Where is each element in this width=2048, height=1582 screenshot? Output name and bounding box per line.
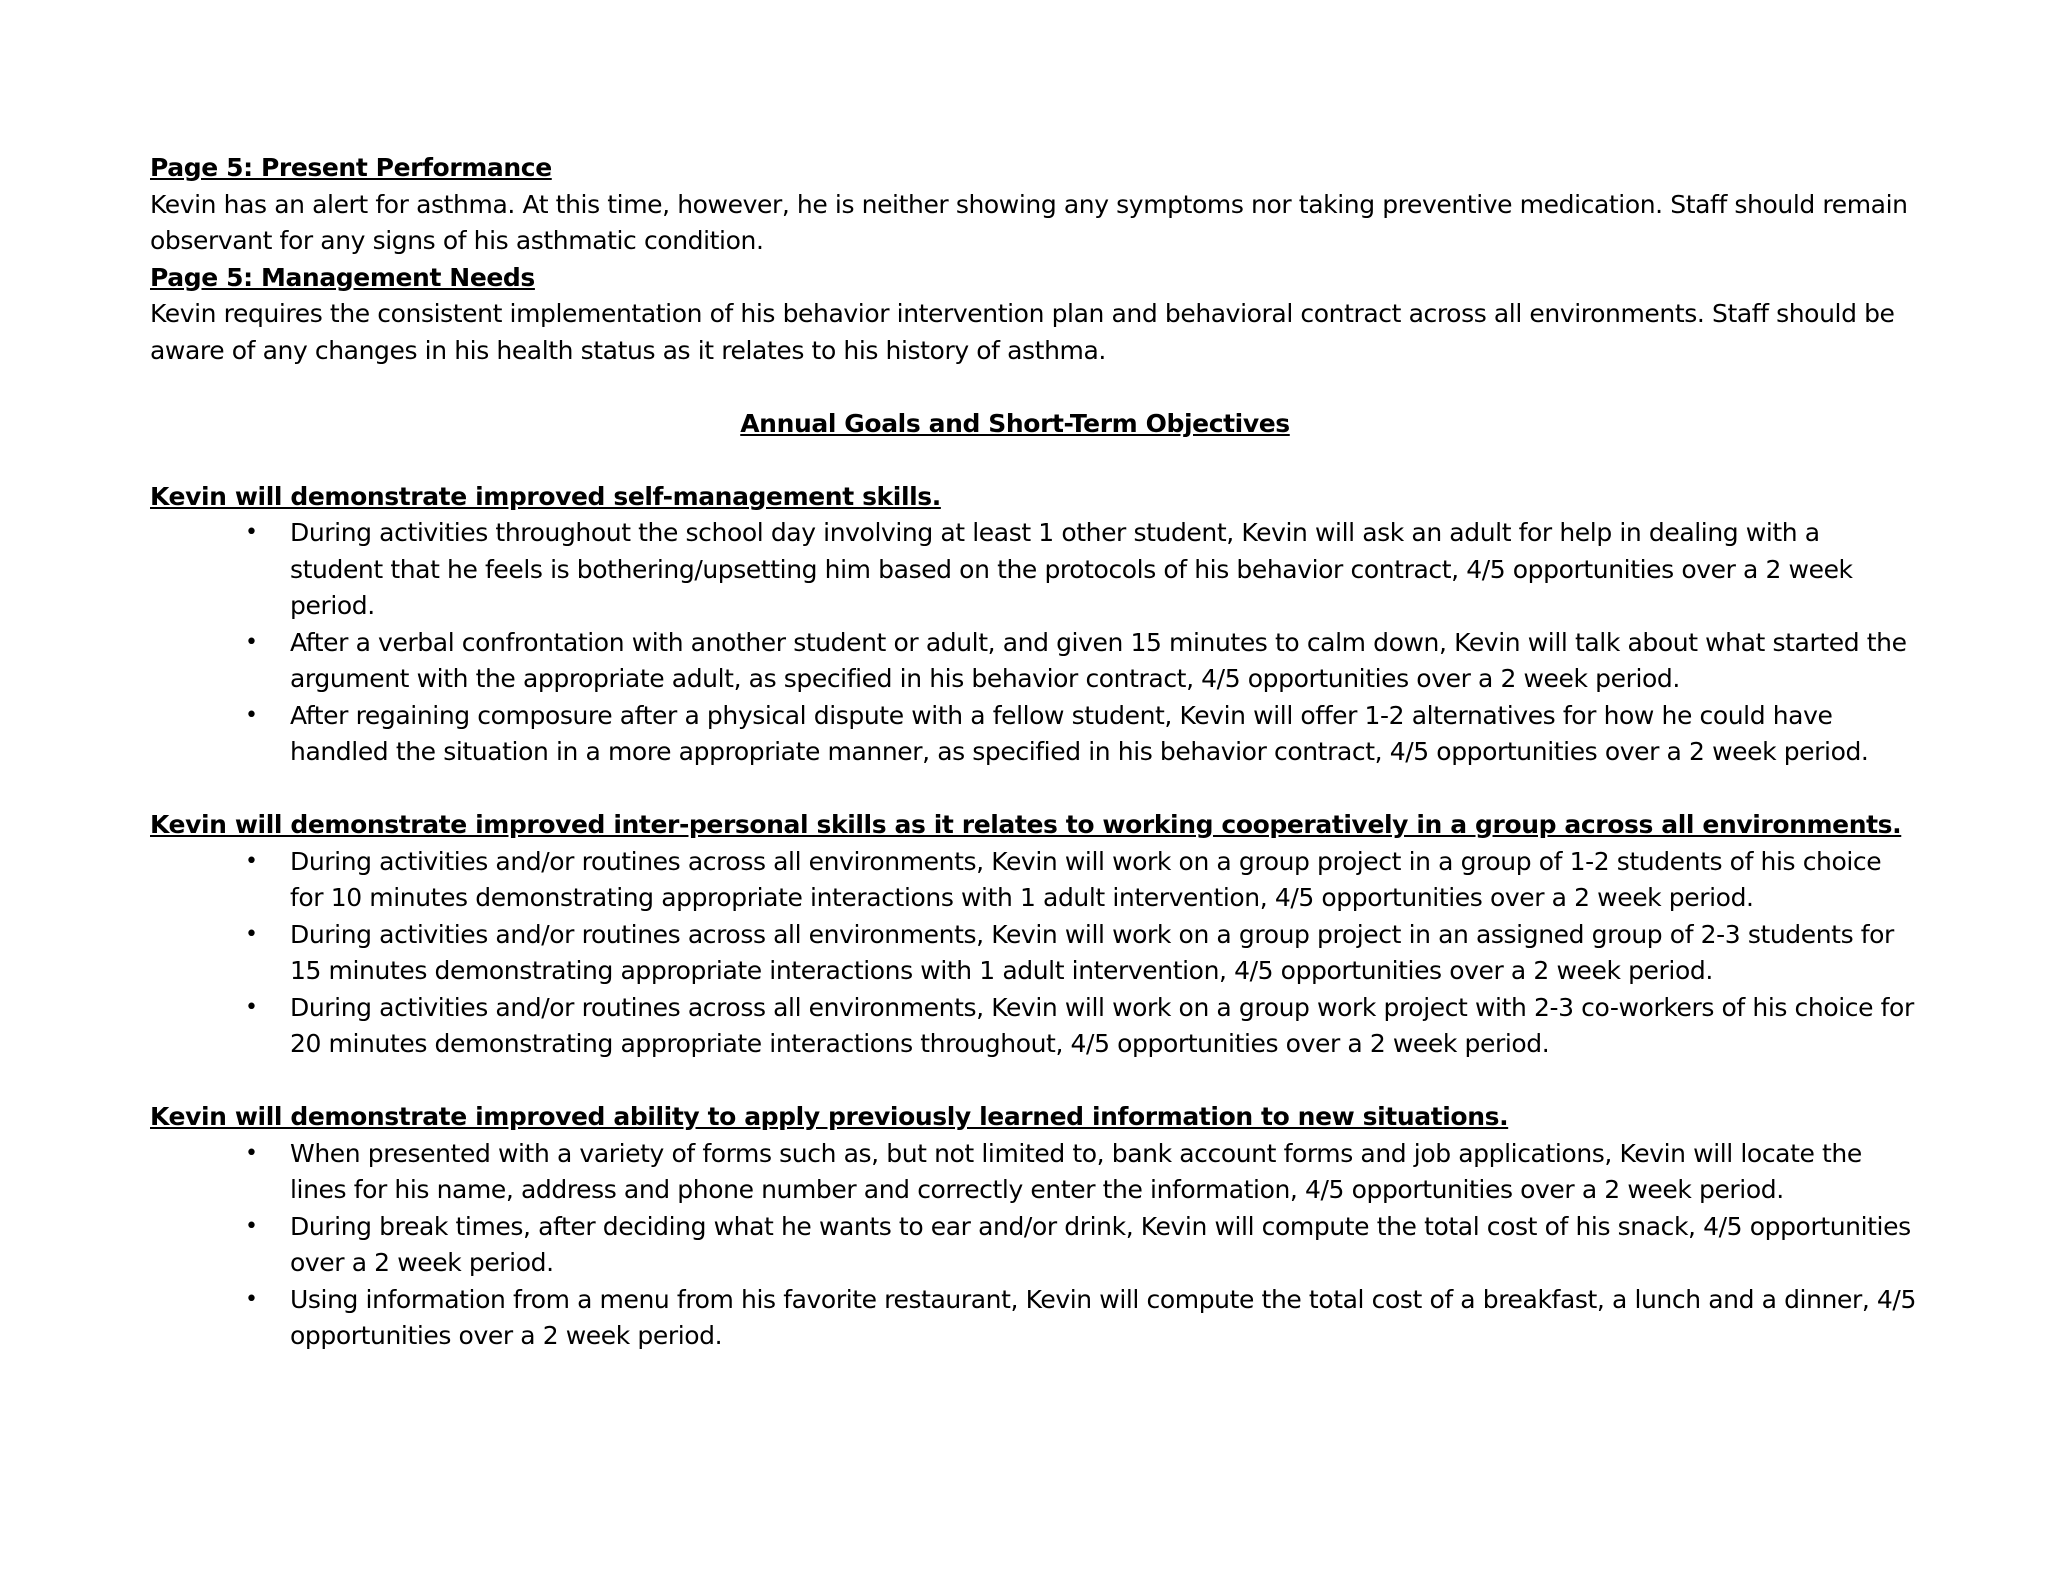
- objective-list: [150, 515, 1920, 771]
- section-title: Annual Goals and Short-Term Objectives: [740, 408, 1290, 438]
- objective-item: [245, 917, 1920, 990]
- objective-text: During activities throughout the school day involving at least 1 other student, Kevin will ask an adult for help in dealing with a student that he feels is bothering/upsetting him based on the protocols of his behavior contract, 4/5 opportunities over a 2 week period.: [290, 518, 1853, 620]
- present-performance-heading: Page 5: Present Performance: [150, 153, 552, 182]
- objective-text: During break times, after deciding what he wants to ear and/or drink, Kevin will compute the total cost of his snack, 4/5 opportunities over a 2 week period.: [290, 1211, 1911, 1277]
- bullet-icon: •: [245, 848, 258, 874]
- goal-title: Kevin will demonstrate improved ability to apply previously learned information to new situations.: [150, 1102, 1509, 1131]
- objective-text: When presented with a variety of forms such as, but not limited to, bank account forms and job applications, Kevin will locate the lines for his name, address and phone number and correctly enter the information, 4/5 opportunities over a 2 week period.: [290, 1138, 1862, 1204]
- management-needs-heading: Page 5: Management Needs: [150, 262, 535, 292]
- goal-block: [150, 1099, 1920, 1355]
- objective-item: [245, 990, 1920, 1063]
- objective-text: During activities and/or routines across all environments, Kevin will work on a group project in a group of 1-2 students of his choice for 10 minutes demonstrating appropriate interactions with 1 adult intervention, 4/5 opportunities over a 2 week period.: [290, 846, 1882, 912]
- bullet-icon: •: [245, 1140, 258, 1166]
- present-performance-text: Kevin has an alert for asthma. At this time, however, he is neither showing any symptoms nor taking preventive medication. Staff should remain observant for any signs of his asthmatic condition.: [150, 189, 1908, 255]
- goal-block: [150, 479, 1920, 771]
- bullet-icon: •: [245, 1286, 258, 1312]
- objective-item: [245, 1136, 1920, 1209]
- spacer: [150, 1063, 1920, 1100]
- bullet-icon: •: [245, 1213, 258, 1239]
- objective-item: [245, 844, 1920, 917]
- objective-item: [245, 515, 1920, 625]
- bullet-icon: •: [245, 921, 258, 947]
- goal-title: Kevin will demonstrate improved self-management skills.: [150, 481, 941, 511]
- objective-item: [245, 698, 1920, 771]
- objective-text: After regaining composure after a physical dispute with a fellow student, Kevin will offer 1-2 alternatives for how he could have handled the situation in a more appropriate manner, as specified in his behavior contract, 4/5 opportunities over a 2 week period.: [290, 700, 1869, 766]
- document-page: [150, 150, 1920, 1355]
- spacer: [150, 771, 1920, 808]
- objective-text: After a verbal confrontation with another student or adult, and given 15 minutes to calm down, Kevin will talk about what started the argument with the appropriate adult, as specified in his behavior contract, 4/5 opportunities over a 2 week period.: [290, 627, 1907, 693]
- management-needs-text: Kevin requires the consistent implementation of his behavior intervention plan and behavioral contract across all environments. Staff should be aware of any changes in his health status as it relates to his history of asthma.: [150, 299, 1895, 365]
- bullet-icon: •: [245, 629, 258, 655]
- objective-list: [150, 1136, 1920, 1355]
- objective-item: [245, 1282, 1920, 1355]
- bullet-icon: •: [245, 994, 258, 1020]
- goal-block: [150, 807, 1920, 1063]
- goal-title: Kevin will demonstrate improved inter-personal skills as it relates to working cooperatively in a group across all environments.: [150, 810, 1902, 839]
- objective-list: [150, 844, 1920, 1063]
- bullet-icon: •: [245, 702, 258, 728]
- objective-text: Using information from a menu from his favorite restaurant, Kevin will compute the total cost of a breakfast, a lunch and a dinner, 4/5 opportunities over a 2 week period.: [290, 1284, 1916, 1350]
- objective-item: [245, 1209, 1920, 1282]
- objective-item: [245, 625, 1920, 698]
- objective-text: During activities and/or routines across all environments, Kevin will work on a group work project with 2-3 co-workers of his choice for 20 minutes demonstrating appropriate interactions throughout, 4/5 opportunities over a 2 week period.: [290, 992, 1914, 1058]
- bullet-icon: •: [245, 520, 258, 545]
- objective-text: During activities and/or routines across all environments, Kevin will work on a group project in an assigned group of 2-3 students for 15 minutes demonstrating appropriate interactions with 1 adult intervention, 4/5 opportunities over a 2 week period.: [290, 919, 1894, 985]
